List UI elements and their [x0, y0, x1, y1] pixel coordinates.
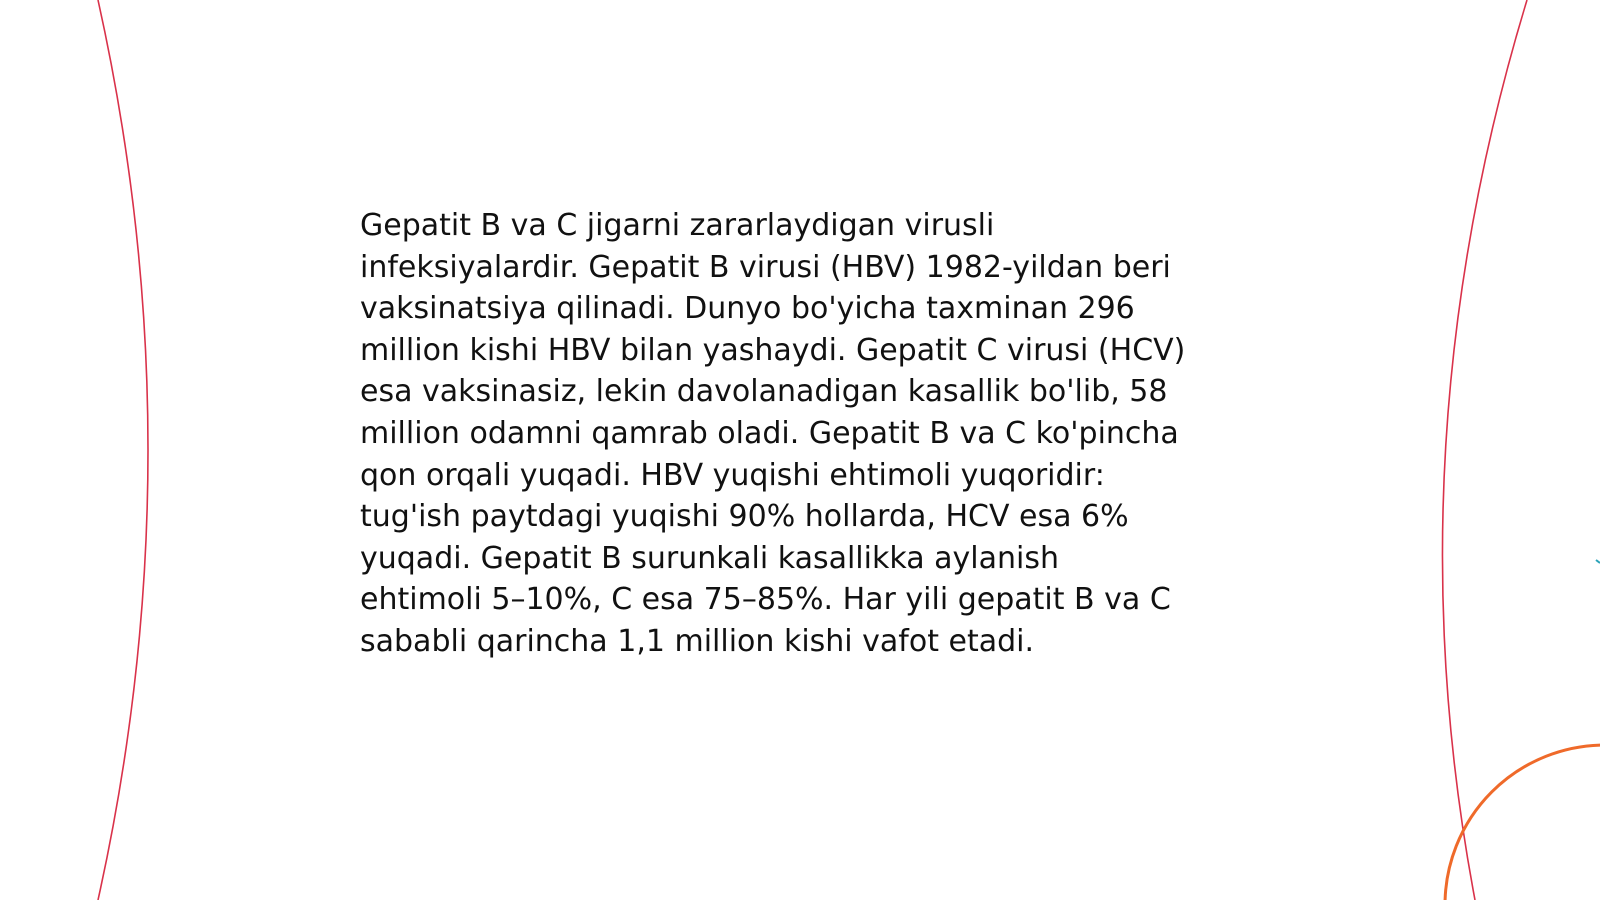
- teal-accent-mark: [1596, 560, 1600, 563]
- slide-body-text: Gepatit B va C jigarni zararlaydigan virusli infeksiyalardir. Gepatit B virusi (HBV) 1982-yildan beri vaksinatsiya qilinadi. Dunyo bo'yicha taxminan 296 million kishi HBV bilan yashaydi. Gepatit C virusi (HCV) esa vaksinasiz, lekin davolanadigan kasallik bo'lib, 58 million odamni qamrab oladi. Gepatit B va C ko'pincha qon orqali yuqadi. HBV yuqishi ehtimoli yuqoridir: tug'ish paytdagi yuqishi 90% hollarda, HCV esa 6% yuqadi. Gepatit B surunkali kasallikka aylanish ehtimoli 5–10%, C esa 75–85%. Har yili gepatit B va C sababli qarincha 1,1 million kishi vafot etadi.: [360, 208, 1186, 659]
- right-arc-line: [1442, 0, 1527, 900]
- left-arc-line: [98, 0, 148, 900]
- orange-circle-outline: [1445, 745, 1600, 900]
